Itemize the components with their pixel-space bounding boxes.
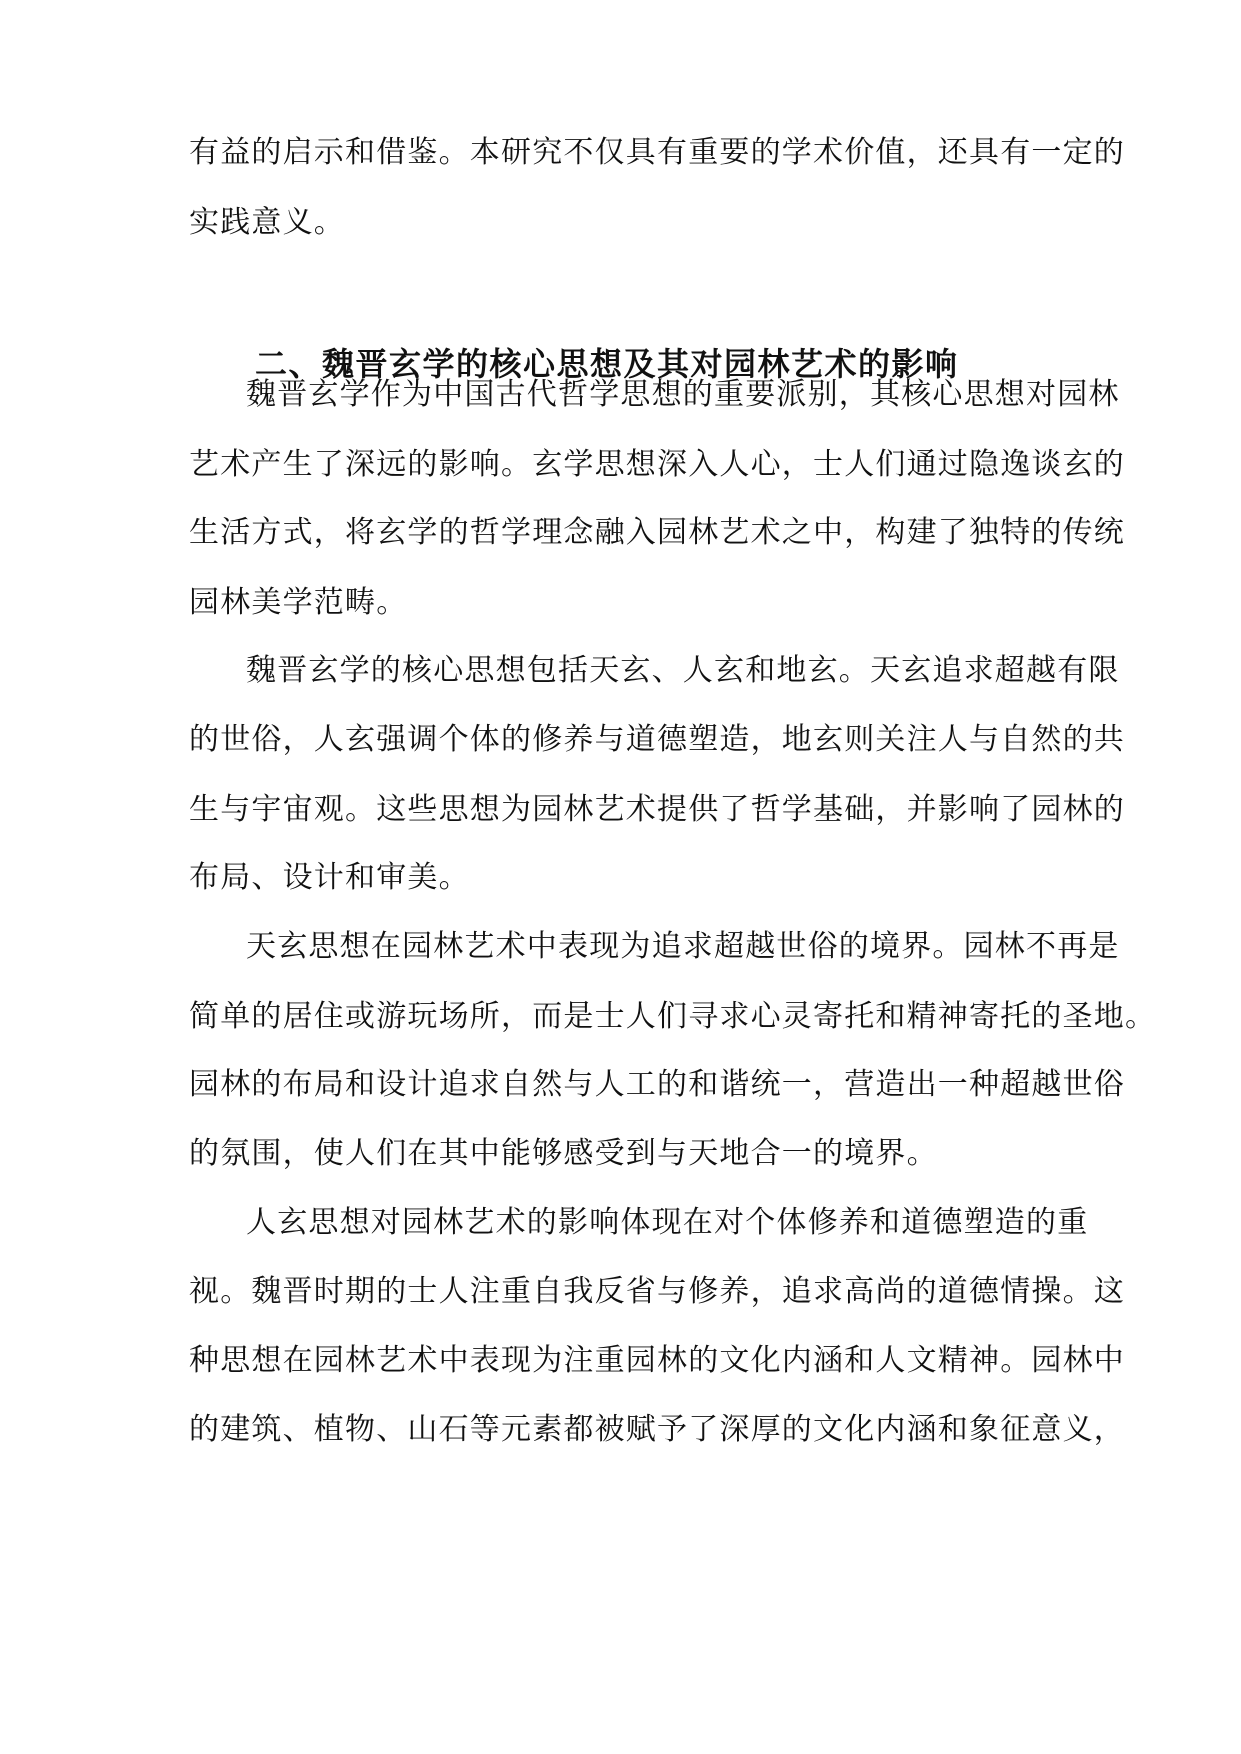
paragraph-1-line-1: 魏晋玄学作为中国古代哲学思想的重要派别，其核心思想对园林 [246,377,1120,412]
paragraph-4-line-4: 的建筑、植物、山石等元素都被赋予了深厚的文化内涵和象征意义， [189,1412,1125,1447]
paragraph-2-line-2: 的世俗，人玄强调个体的修养与道德塑造，地玄则关注人与自然的共 [189,722,1125,757]
paragraph-2-line-1: 魏晋玄学的核心思想包括天玄、人玄和地玄。天玄追求超越有限 [246,653,1120,688]
paragraph-2-line-3: 生与宇宙观。这些思想为园林艺术提供了哲学基础，并影响了园林的 [189,792,1125,827]
section-heading: 二、魏晋玄学的核心思想及其对园林艺术的影响 [255,345,959,383]
paragraph-4-line-3: 种思想在园林艺术中表现为注重园林的文化内涵和人文精神。园林中 [189,1343,1125,1378]
paragraph-4-line-1: 人玄思想对园林艺术的影响体现在对个体修养和道德塑造的重 [246,1205,1089,1240]
intro-line-1: 有益的启示和借鉴。本研究不仅具有重要的学术价值，还具有一定的 [189,135,1125,170]
paragraph-1-line-3: 生活方式，将玄学的哲学理念融入园林艺术之中，构建了独特的传统 [189,515,1125,550]
paragraph-3-line-1: 天玄思想在园林艺术中表现为追求超越世俗的境界。园林不再是 [246,929,1120,964]
paragraph-3-line-3: 园林的布局和设计追求自然与人工的和谐统一，营造出一种超越世俗 [189,1067,1125,1102]
intro-line-2: 实践意义。 [189,205,345,240]
paragraph-1-line-4: 园林美学范畴。 [189,585,408,620]
paragraph-3-line-2: 简单的居住或游玩场所，而是士人们寻求心灵寄托和精神寄托的圣地。 [189,999,1157,1034]
paragraph-4-line-2: 视。魏晋时期的士人注重自我反省与修养，追求高尚的道德情操。这 [189,1274,1125,1309]
paragraph-2-line-4: 布局、设计和审美。 [189,860,470,895]
paragraph-3-line-4: 的氛围，使人们在其中能够感受到与天地合一的境界。 [189,1136,938,1171]
paragraph-1-line-2: 艺术产生了深远的影响。玄学思想深入人心，士人们通过隐逸谈玄的 [189,447,1125,482]
